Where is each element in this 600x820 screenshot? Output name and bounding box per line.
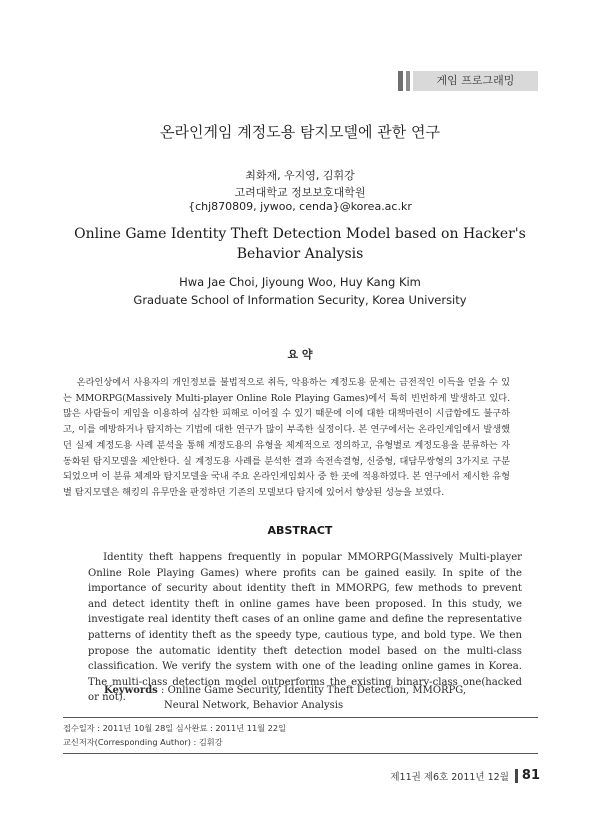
footer-separator: [515, 769, 518, 783]
author-emails: {chj870809, jywoo, cenda}@korea.ac.kr: [188, 200, 412, 213]
paper-title-korean: 온라인게임 계정도용 탐지모델에 관한 연구: [160, 123, 440, 141]
paper-title-english: Online Game Identity Theft Detection Model based on Hacker's Behavior Analysis: [74, 226, 526, 262]
page-footer: [390, 768, 540, 783]
keywords-line-2: Neural Network, Behavior Analysis: [164, 700, 344, 711]
affiliation-korean: 고려대학교 정보보호대학원: [234, 186, 366, 199]
keywords-separator: :: [157, 685, 168, 696]
authors-english: Hwa Jae Choi, Jiyoung Woo, Huy Kang Kim: [179, 275, 421, 289]
section-tag: [398, 71, 538, 91]
footnote-bottom-divider: [63, 753, 538, 754]
page-number: 81: [521, 768, 540, 783]
keywords-label: Keywords: [104, 685, 158, 696]
tag-bar-dark: [398, 71, 403, 91]
abstract-korean-body: 온라인상에서 사용자의 개인정보를 불법적으로 취득, 악용하는 계정도용 문제는 금전적인 이득을 얻을 수 있는 MMORPG(Massively Multi-player Online Role Playing Games)에서 특히 빈번하게 발생하고 있다. 많은 사람들이 게임을 이용하여 심각한 피해로 이어질 수 있기 때문에 이에 대한 대책마련이 시급함에도 불구하고, 이를 예방하거나 탐지하는 기법에 대한 연구가 많이 부족한 실정이다. 본 연구에서는 온라인게임에서 발생했던 실제 계정도용 사례 분석을 통해 계정도용의 유형을 체계적으로 정의하고, 유형별로 계정도용을 분류하는 자동화된 탐지모델을 제안한다. 실 계정도용 사례를 분석한 결과 속전속결형, 신중형, 대담무쌍형의 3가지로 구분되었으며 이 분류 체계와 탐지모델을 국내 주요 온라인게임회사 중 한 곳에 적용하였다. 본 연구에서 제시한 유형별 탐지모델은 해킹의 유무만을 판정하던 기존의 모델보다 탐지에 있어서 향상된 성능을 보였다.: [63, 377, 510, 498]
affiliation-english: Graduate School of Information Security, Korea University: [133, 293, 467, 307]
journal-issue: 제11권 제6호 2011년 12월: [390, 771, 509, 783]
authors-korean: 최화재, 우지영, 김휘강: [245, 169, 355, 182]
keywords-line-1: Online Game Security, Identity Theft Detection, MMORPG,: [167, 685, 467, 696]
footnote-divider: [63, 717, 538, 718]
section-tag-label: 게임 프로그래밍: [413, 71, 538, 91]
abstract-english-heading: ABSTRACT: [267, 524, 333, 537]
tag-bar-light: [406, 71, 410, 91]
abstract-korean-heading: 요 약: [287, 348, 313, 361]
keywords: [104, 683, 524, 713]
abstract-english-body: Identity theft happens frequently in popular MMORPG(Massively Multi-player Online Role Playing Games) where profits can be gained easily. In spite of the importance of security about identity theft in MMORPG, few methods to prevent and detect identity theft in online games have been proposed. In this study, we investigate real identity theft cases of an online game and define the representative patterns of identity theft as the speedy type, cautious type, and bold type. We then propose the automatic identity theft detection model based on the multi-class classification. We verify the system with one of the leading online games in Korea. The multi-class detection model outperforms the existing binary-class one(hacked or not).: [88, 552, 522, 704]
corresponding-author: 교신저자(Corresponding Author) : 김휘강: [63, 737, 223, 747]
received-dates: 접수일자 : 2011년 10월 28일 심사완료 : 2011년 11월 22일: [63, 723, 287, 733]
